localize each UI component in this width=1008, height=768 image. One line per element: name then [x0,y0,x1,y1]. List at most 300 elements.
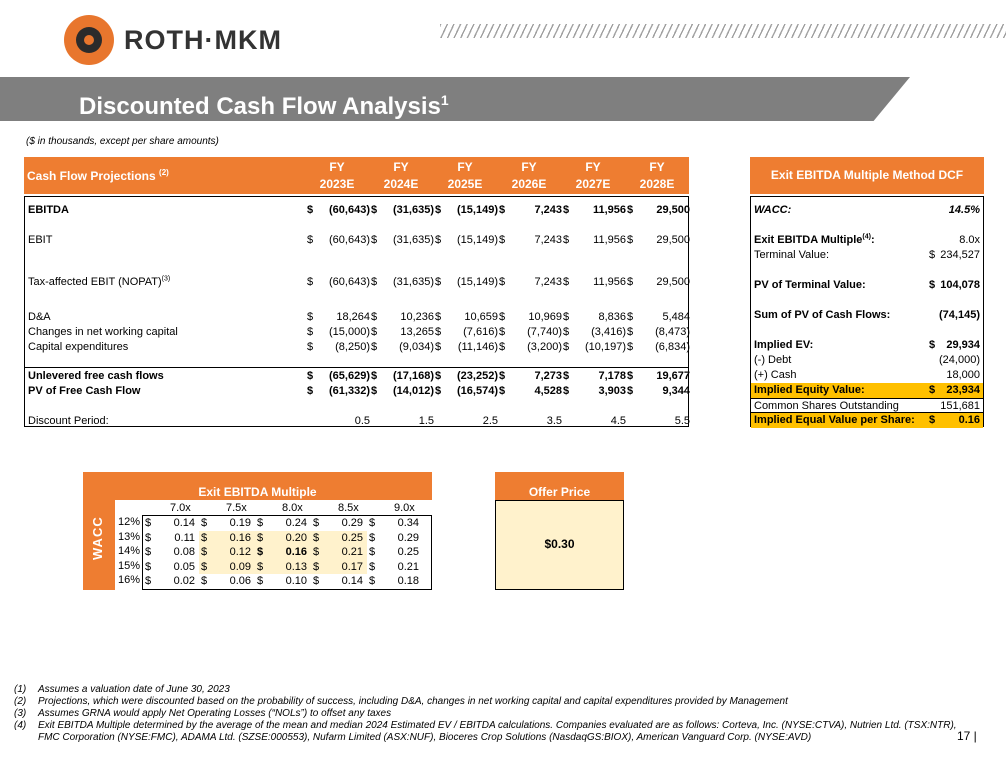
table-cell [435,325,499,340]
table-cell [563,340,627,355]
sensitivity-cell [311,574,367,589]
cell-value: 0.05 [173,560,195,573]
cell-value: 0.10 [285,575,307,588]
table-cell [627,310,691,325]
cell-value: 0.25 [341,531,363,544]
row-label: Exit EBITDA Multiple$^{(4)}$: [754,233,875,246]
logo-inner-hole [84,35,94,45]
table-cell [627,414,691,429]
currency-symbol: $ [201,575,208,588]
footnote-text: Exit EBITDA Multiple determined by the average of the mean and median 2024 Estimated EV / EBITDA calculations. Companies evaluated are as follows: Corteva, Inc. (NYSE:CTVA), Nutrien Ltd. (TSX:NTR), FMC Corporation (NYSE:FMC), ADAMA Ltd. (SZSE:000553), Nufarm Limited (ASX:NUF), Bioceres Crop Solutions (NasdaqGS:BIOX), American Vanguard Corp. (NYSE:AVD) [38,720,957,743]
footnote-text: Assumes a valuation date of June 30, 2023 [38,684,230,695]
row-label: PV of Terminal Value: [754,279,866,291]
table-cell [627,233,691,248]
currency-symbol: $ [369,560,376,573]
row-label: WACC: [754,204,792,216]
year-label: 2026E [511,177,547,191]
sensitivity-cell [199,516,255,531]
cell-value: (9,034) [399,341,434,353]
sensitivity-cell [199,560,255,575]
exit-method-row [751,203,983,218]
cell-value: 1.5 [418,415,434,427]
brand-name: ROTH·MKM [124,25,282,55]
table-row [25,275,688,290]
table-row [25,384,688,399]
cell-value: 0.06 [229,575,251,588]
year-label: 2023E [319,177,355,191]
wacc-rate: 13% [118,530,141,543]
row-value: 18,000 [946,369,980,381]
exit-method-header: Exit EBITDA Multiple Method DCF [750,157,984,194]
table-cell [499,414,563,429]
exit-method-row [751,413,983,428]
row-value: 29,934 [946,339,980,351]
row-value: (24,000) [939,354,980,366]
year-label: 2025E [447,177,483,191]
cell-value: 0.11 [174,531,195,544]
table-cell [563,233,627,248]
cell-value: 0.5 [354,415,370,427]
table-cell [371,414,435,429]
row-label-sup: (4) [862,233,871,241]
table-cell [371,275,435,290]
sensitivity-header: Exit EBITDA Multiple [83,472,432,500]
sensitivity-cell [367,560,423,575]
row-label: Implied Equal Value per Share: [754,414,915,426]
cell-value: (31,635) [393,234,434,246]
sensitivity-cell [255,560,311,575]
row-label: EBITDA [28,204,69,216]
currency-symbol: $ [499,370,506,382]
currency-symbol: $ [929,384,936,396]
row-value: 8.0x [959,234,980,246]
footnote-number: (1) [14,684,27,695]
row-value: 14.5% [948,204,980,216]
table-row [25,414,688,429]
table-cell [435,233,499,248]
cell-value: (65,629) [329,370,370,382]
multiple-header: 7.5x [226,502,247,514]
currency-symbol: $ [435,204,442,216]
cell-value: 19,677 [656,370,690,382]
currency-symbol: $ [201,560,208,573]
cell-value: 0.08 [173,546,195,559]
table-cell [435,414,499,429]
currency-symbol: $ [371,276,378,288]
currency-symbol: $ [145,546,152,559]
currency-symbol: $ [369,575,376,588]
year-fy: FY [585,160,601,174]
currency-symbol: $ [371,234,378,246]
currency-symbol: $ [499,341,506,353]
cell-value: (23,252) [457,370,498,382]
sensitivity-row [143,574,431,589]
sensitivity-cell [143,545,199,560]
row-label: Tax-affected EBIT (NOPAT)$^{(3)}$ [28,275,171,288]
currency-symbol: $ [307,341,314,353]
cell-value: (31,635) [393,204,434,216]
footnote-number: (3) [14,708,27,719]
table-cell [499,275,563,290]
table-cell [435,310,499,325]
table-cell [307,203,371,218]
cell-value: 7,243 [534,234,562,246]
cell-value: 5,484 [662,311,690,323]
exit-method-row [751,338,983,353]
table-cell [499,325,563,340]
wacc-rate: 15% [118,559,141,572]
year-header [570,159,616,193]
table-cell [307,275,371,290]
table-cell [627,275,691,290]
year-label: 2028E [639,177,675,191]
table-cell [371,233,435,248]
units-note: ($ in thousands, except per share amounts) [26,136,219,147]
cell-value: 29,500 [656,234,690,246]
table-cell [435,203,499,218]
exit-method-row [751,353,983,368]
cell-value: 0.13 [285,560,307,573]
cell-value: 0.16 [229,531,251,544]
currency-symbol: $ [371,326,378,338]
currency-symbol: $ [313,575,320,588]
row-value: 0.16 [958,414,980,426]
page-title: Discounted Cash Flow Analysis$^1$ [79,92,449,120]
row-value: 23,934 [946,384,980,396]
table-cell [307,384,371,399]
multiple-header: 8.0x [282,502,303,514]
cell-value: 0.29 [397,531,419,544]
currency-symbol: $ [563,311,570,323]
cell-value: 11,956 [593,276,626,288]
sensitivity-row [143,516,431,531]
cell-value: (61,332) [329,385,370,397]
cell-value: 7,273 [534,370,562,382]
row-label: Sum of PV of Cash Flows: [754,309,891,321]
currency-symbol: $ [257,575,264,588]
row-label: Discount Period: [28,415,109,427]
table-cell [371,325,435,340]
cell-value: 0.14 [341,575,363,588]
offer-price-header: Offer Price [495,472,624,500]
currency-symbol: $ [627,276,634,288]
offer-price-value: $0.30 [544,537,575,551]
sensitivity-cell [199,574,255,589]
currency-symbol: $ [201,546,208,559]
currency-symbol: $ [435,341,442,353]
sensitivity-cell [255,545,311,560]
row-label: (-) Debt [754,354,792,366]
cell-value: 0.34 [397,517,419,529]
cell-value: (15,149) [457,204,498,216]
table-cell [371,203,435,218]
year-fy: FY [393,160,409,174]
exit-method-row [751,248,983,263]
table-cell [563,369,627,384]
cell-value: (6,834) [655,341,690,353]
currency-symbol: $ [563,234,570,246]
cell-value: (8,473) [655,326,690,338]
cell-value: 11,956 [592,204,626,216]
sensitivity-row [143,545,431,560]
table-cell [563,414,627,429]
cell-value: 8,836 [598,311,626,323]
cell-value: 0.12 [229,546,251,559]
currency-symbol: $ [499,311,506,323]
sensitivity-cell [367,531,423,546]
year-header [442,159,488,193]
cell-value: 3,903 [598,385,626,397]
year-header [634,159,680,193]
wacc-rate: 12% [118,516,141,528]
sensitivity-cell [143,560,199,575]
currency-symbol: $ [435,311,442,323]
cell-value: 0.29 [341,517,363,529]
currency-symbol: $ [257,531,264,544]
exit-method-row [751,278,983,293]
row-label: Unlevered free cash flows [28,370,164,382]
table-cell [627,369,691,384]
year-header [378,159,424,193]
row-label: PV of Free Cash Flow [28,385,141,397]
cell-value: (7,616) [463,326,498,338]
cell-value: (16,574) [457,385,498,397]
row-label: EBIT [28,234,53,246]
cell-value: 0.19 [229,517,251,529]
cell-value: 0.17 [341,560,363,573]
footnote-number: (2) [14,696,27,707]
row-label: Common Shares Outstanding [754,400,899,412]
currency-symbol: $ [563,341,570,353]
currency-symbol: $ [499,234,506,246]
year-fy: FY [649,160,665,174]
currency-symbol: $ [435,370,442,382]
cell-value: 4.5 [610,415,626,427]
sensitivity-cell [367,574,423,589]
currency-symbol: $ [313,517,320,529]
table-cell [435,369,499,384]
currency-symbol: $ [627,385,634,397]
sensitivity-row [143,560,431,575]
cell-value: 11,956 [593,234,626,246]
table-cell [499,340,563,355]
year-fy: FY [521,160,537,174]
currency-symbol: $ [563,276,570,288]
currency-symbol: $ [313,531,320,544]
row-value: 151,681 [940,400,980,412]
sensitivity-cell [199,531,255,546]
decorative-hatch [440,24,1006,38]
sensitivity-cell [367,516,423,531]
table-cell [371,340,435,355]
table-cell [371,310,435,325]
currency-symbol: $ [369,517,376,529]
currency-symbol: $ [145,560,152,573]
currency-symbol: $ [929,339,936,351]
table-cell [435,275,499,290]
currency-symbol: $ [371,385,378,397]
row-label: Capital expenditures [28,341,129,353]
sensitivity-cell [367,545,423,560]
year-label: 2027E [575,177,611,191]
sensitivity-cell [255,574,311,589]
currency-symbol: $ [307,204,314,216]
currency-symbol: $ [929,414,936,426]
cash-flow-header [24,157,689,194]
sensitivity-row [143,531,431,546]
sensitivity-cell [199,545,255,560]
cell-value: (3,200) [527,341,562,353]
currency-symbol: $ [307,326,314,338]
sensitivity-cell [311,516,367,531]
currency-symbol: $ [435,234,442,246]
cell-value: (15,000) [329,326,370,338]
year-label: 2024E [383,177,419,191]
cell-value: (11,146) [457,341,498,353]
table-cell [371,384,435,399]
exit-method-table [750,196,984,427]
row-value: 104,078 [940,279,980,291]
sensitivity-cell [143,516,199,531]
currency-symbol: $ [307,370,314,382]
currency-symbol: $ [307,311,314,323]
page-number: 17 | [957,729,977,743]
multiple-header: 9.0x [394,502,415,514]
currency-symbol: $ [563,385,570,397]
cell-value: (7,740) [527,326,562,338]
sensitivity-cell [143,531,199,546]
cell-value: 0.25 [397,546,419,559]
cell-value: 0.14 [173,517,195,529]
cell-value: 7,178 [598,370,626,382]
cell-value: 13,265 [400,326,434,338]
row-label: (+) Cash [754,369,797,381]
multiple-header: 7.0x [170,502,191,514]
table-cell [563,325,627,340]
row-value: (74,145) [939,309,980,321]
row-label: Implied Equity Value: [754,384,865,396]
table-cell [499,384,563,399]
footnote-text: Assumes GRNA would apply Net Operating Losses (“NOLs”) to offset any taxes [38,708,392,719]
table-row [25,310,688,325]
cell-value: 10,969 [528,311,562,323]
wacc-rate: 14% [118,545,141,558]
year-header [506,159,552,193]
cell-value: (10,197) [585,341,626,353]
cash-flow-title: Cash Flow Projections $^{(2)}$ [27,168,169,183]
cell-value: (15,149) [457,276,498,288]
cell-value: 0.21 [397,560,419,573]
table-cell [435,340,499,355]
currency-symbol: $ [257,546,264,559]
currency-symbol: $ [145,517,152,529]
cell-value: 4,528 [534,385,562,397]
cash-flow-table [24,196,689,427]
currency-symbol: $ [201,517,208,529]
currency-symbol: $ [499,385,506,397]
row-label: Implied EV: [754,339,814,351]
currency-symbol: $ [257,517,264,529]
currency-symbol: $ [145,575,152,588]
currency-symbol: $ [435,385,442,397]
cell-value: 7,243 [534,204,562,216]
multiple-header: 8.5x [338,502,359,514]
footnote-text: Projections, which were discounted based on the probability of success, including D&A, changes in net working capital and capital expenditures provided by Management [38,696,788,707]
table-cell [435,384,499,399]
wacc-rate: 16% [118,574,141,587]
sensitivity-grid [142,515,432,590]
table-cell [627,340,691,355]
currency-symbol: $ [627,311,634,323]
cell-value: 7,243 [534,276,562,288]
cell-value: 29,500 [656,276,690,288]
cell-value: 0.18 [397,575,419,588]
currency-symbol: $ [929,249,936,261]
cell-value: 5.5 [674,415,690,427]
cell-value: (60,643) [329,276,370,288]
table-cell [307,414,371,429]
cell-value: 2.5 [482,415,498,427]
cell-value: (8,250) [335,341,370,353]
exit-method-row [751,383,983,398]
table-row [25,369,688,384]
sensitivity-cell [255,516,311,531]
cell-value: (3,416) [591,326,626,338]
sensitivity-cell [311,545,367,560]
currency-symbol: $ [929,279,936,291]
currency-symbol: $ [369,531,376,544]
row-label: Changes in net working capital [28,326,178,338]
table-cell [499,203,563,218]
cell-value: (60,643) [329,204,370,216]
cell-value: 10,236 [400,311,434,323]
currency-symbol: $ [435,326,442,338]
cell-value: (15,149) [457,234,498,246]
cell-value: 0.24 [285,517,307,529]
table-cell [307,369,371,384]
currency-symbol: $ [371,311,378,323]
currency-symbol: $ [563,370,570,382]
currency-symbol: $ [627,370,634,382]
cell-value: (14,012) [393,385,434,397]
exit-method-row [751,233,983,248]
table-row [25,203,688,218]
table-cell [307,340,371,355]
currency-symbol: $ [627,341,634,353]
table-cell [627,203,691,218]
currency-symbol: $ [627,234,634,246]
divider [24,367,689,368]
footnote-number: (4) [14,720,27,731]
currency-symbol: $ [627,204,634,216]
currency-symbol: $ [499,204,506,216]
cell-value: 0.02 [173,575,195,588]
cell-value: 0.16 [285,546,307,559]
table-cell [307,310,371,325]
currency-symbol: $ [307,276,314,288]
table-cell [627,384,691,399]
row-value: 234,527 [940,249,980,261]
wacc-label: WACC [90,516,105,560]
cell-value: 3.5 [546,415,562,427]
currency-symbol: $ [563,326,570,338]
currency-symbol: $ [307,385,314,397]
cell-value: (31,635) [393,276,434,288]
currency-symbol: $ [201,531,208,544]
currency-symbol: $ [313,560,320,573]
year-fy: FY [457,160,473,174]
currency-symbol: $ [435,276,442,288]
